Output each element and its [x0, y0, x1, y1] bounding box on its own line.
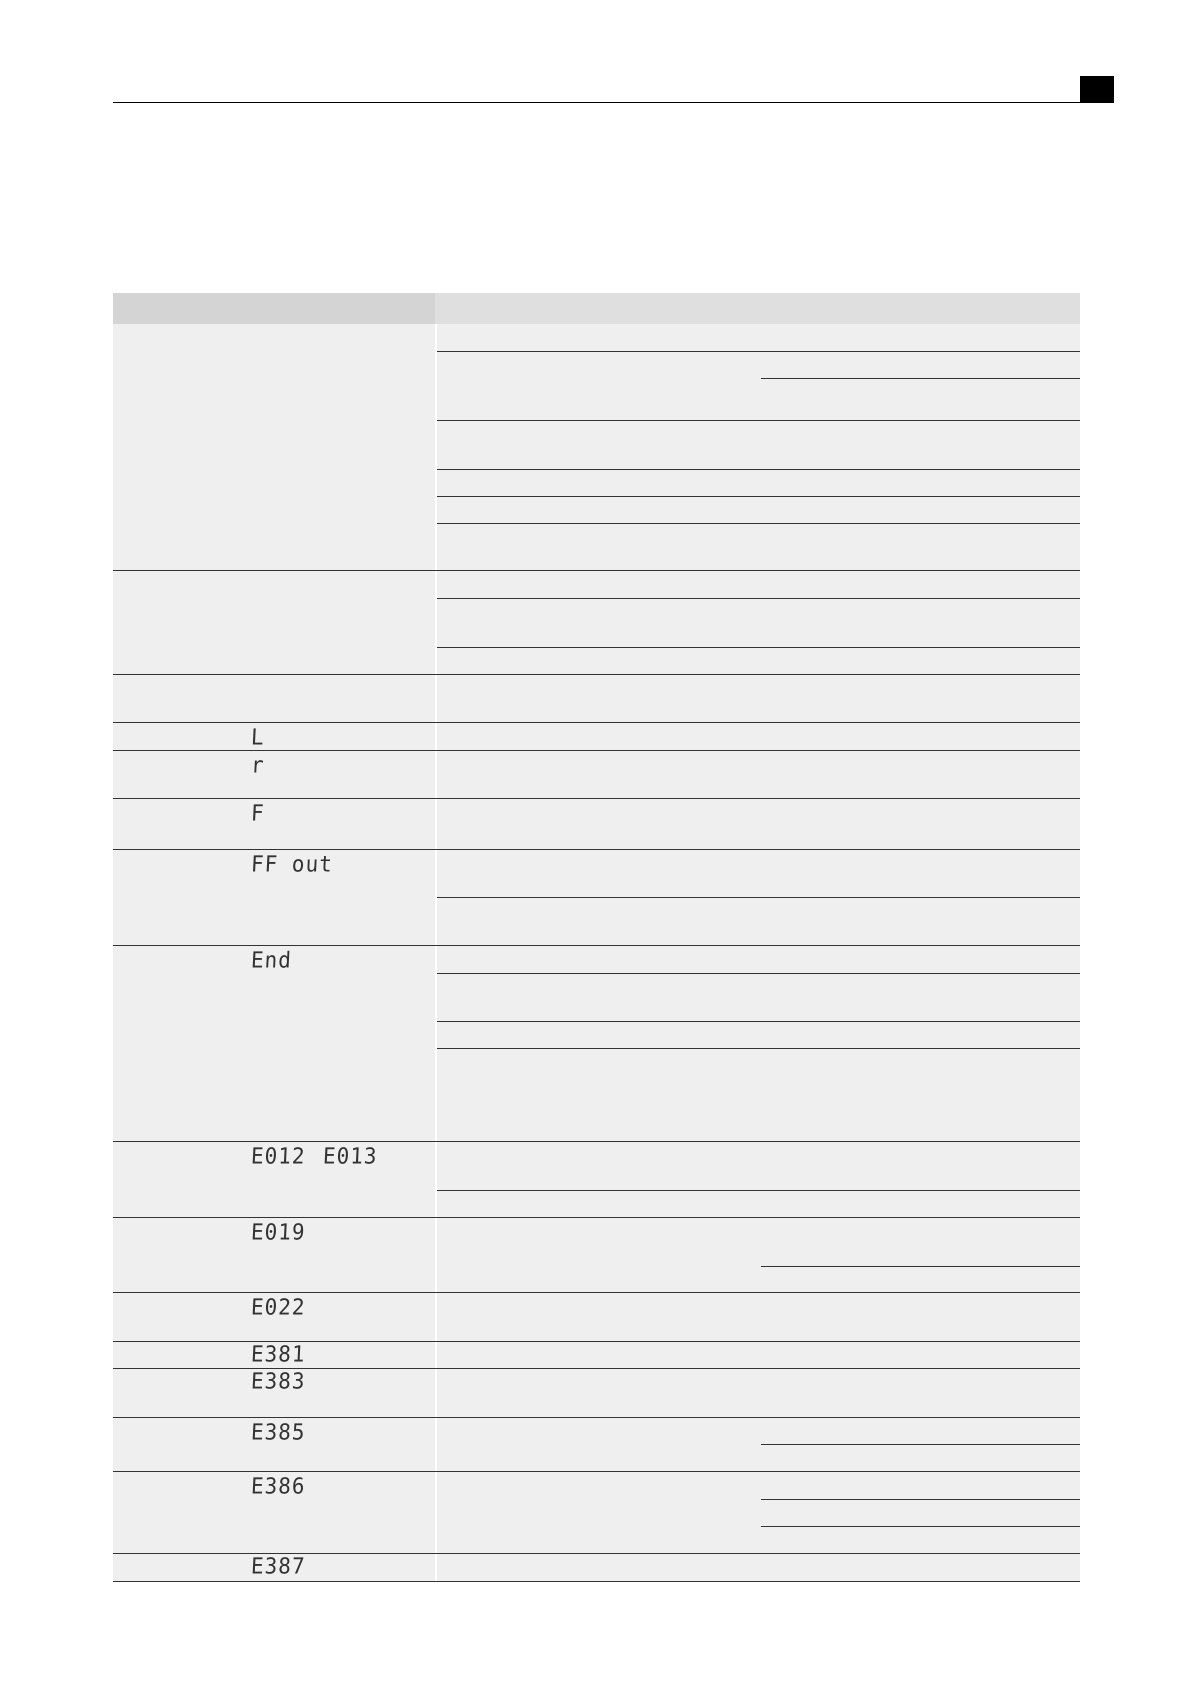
header-rule	[113, 102, 1080, 103]
error-code-display: E385	[250, 1419, 307, 1445]
description-cell	[435, 1554, 1080, 1581]
error-code-display: E012	[250, 1143, 307, 1169]
code-cell	[113, 1293, 435, 1341]
table-row	[113, 1293, 1080, 1342]
code-cell	[113, 324, 435, 570]
description-cell	[435, 723, 1080, 750]
table-row	[113, 850, 1080, 946]
error-code-display: F	[250, 800, 266, 826]
code-cell	[113, 751, 435, 798]
table-row	[113, 751, 1080, 799]
table-row	[113, 1472, 1080, 1554]
code-cell	[113, 1418, 435, 1471]
code-cell	[113, 571, 435, 674]
code-cell	[113, 723, 435, 750]
table-header	[113, 293, 1080, 324]
error-code-display: FF out	[250, 851, 334, 877]
description-cell	[435, 1142, 1080, 1217]
code-cell	[113, 946, 435, 1141]
table-row	[113, 1554, 1080, 1582]
description-cell	[435, 751, 1080, 798]
description-cell	[435, 1472, 1080, 1553]
table-row	[113, 723, 1080, 751]
error-code-display: E383	[250, 1368, 307, 1394]
code-cell	[113, 1369, 435, 1417]
description-cell	[435, 1342, 1080, 1368]
error-code-display: E019	[250, 1219, 307, 1245]
error-code-display: E381	[250, 1341, 307, 1367]
description-cell	[435, 799, 1080, 849]
error-code-display: E013	[322, 1143, 379, 1169]
table-header-left	[113, 293, 435, 324]
chapter-tab-marker	[1080, 76, 1114, 103]
code-cell	[113, 1142, 435, 1217]
error-code-display: E387	[250, 1553, 307, 1579]
table-row	[113, 675, 1080, 723]
error-code-display: End	[250, 947, 293, 973]
description-cell	[435, 571, 1080, 674]
description-cell	[435, 1293, 1080, 1341]
code-cell	[113, 799, 435, 849]
error-code-display: E386	[250, 1473, 307, 1499]
table-row	[113, 1369, 1080, 1418]
code-cell	[113, 1472, 435, 1553]
description-cell	[435, 850, 1080, 945]
table-row	[113, 1342, 1080, 1369]
description-cell	[435, 675, 1080, 722]
description-cell	[435, 1369, 1080, 1417]
description-cell	[435, 946, 1080, 1141]
code-cell	[113, 1218, 435, 1292]
table-row	[113, 1218, 1080, 1293]
table-row	[113, 571, 1080, 675]
code-cell	[113, 1342, 435, 1368]
code-cell	[113, 850, 435, 945]
description-cell	[435, 1418, 1080, 1471]
table-row	[113, 324, 1080, 571]
table-row	[113, 946, 1080, 1142]
error-code-table	[113, 293, 1080, 1582]
code-cell	[113, 1554, 435, 1581]
description-cell	[435, 1218, 1080, 1292]
error-code-display: E022	[250, 1294, 307, 1320]
description-cell	[435, 324, 1080, 570]
error-code-display: r	[250, 752, 266, 778]
code-cell	[113, 675, 435, 722]
table-header-right	[435, 293, 1080, 324]
error-code-display: L	[250, 724, 266, 750]
table-row	[113, 1418, 1080, 1472]
table-row	[113, 1142, 1080, 1218]
table-row	[113, 799, 1080, 850]
